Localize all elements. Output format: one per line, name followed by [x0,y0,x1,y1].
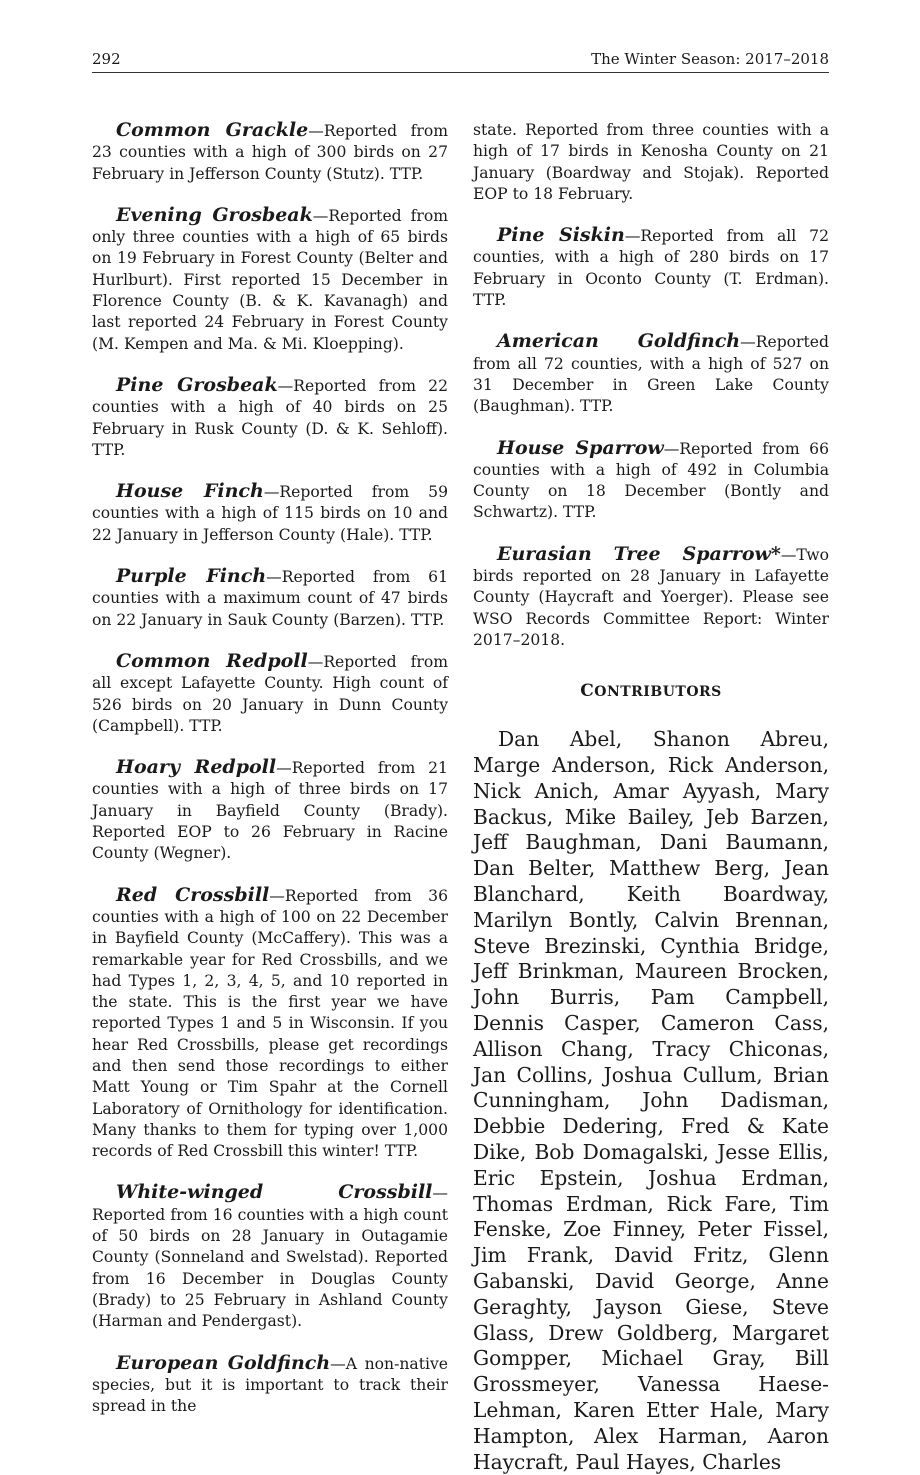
contributors-heading-rest: ONTRIBUTORS [594,684,722,701]
species-text: —Reported from only three counties with a high of 65 birds on 19 February in Forest County (Belter and Hurlburt). First reported 15 December in Florence County (B. & K. Kavanagh) and last reported 24 February in Forest County (M. Kempen and Ma. & Mi. Kloepping). [92,206,448,353]
species-entry [92,566,448,631]
species-entry [473,544,829,651]
running-header [92,50,829,73]
left-column [92,120,448,1437]
species-name: Common Redpoll [116,649,308,672]
species-text: —Reported from 22 counties with a high of 40 birds on 25 February in Rusk County (D. & K. Sehloff). TTP. [92,376,448,459]
species-text: —Reported from 21 counties with a high of three birds on 17 January in Bayfield County (Brady). Reported EOP to 26 February in Racine County (Wegner). [92,759,448,863]
species-name: Evening Grosbeak [116,203,313,226]
species-entry [92,481,448,546]
species-text: —Reported from all except Lafayette County. High count of 526 birds on 20 January in Dunn County (Campbell). TTP. [92,652,448,735]
species-text: —Reported from all 72 counties, with a high of 527 on 31 December in Green Lake County (Baughman). TTP. [473,333,829,416]
species-name: Pine Siskin [497,224,625,247]
contributors-heading [473,681,829,701]
species-entry [92,205,448,355]
species-entry [92,885,448,1163]
species-text: —Reported from 59 counties with a high of 115 birds on 10 and 22 January in Jefferson County (Hale). TTP. [92,483,448,544]
species-name: Common Grackle [116,119,309,141]
species-text: —Reported from 61 counties with a maximum count of 47 birds on 22 January in Sauk County (Barzen). TTP. [92,568,448,629]
species-entry [473,438,829,524]
species-text: —Reported from 66 counties with a high of 492 in Columbia County on 18 December (Bontly and Schwartz). TTP. [473,439,829,522]
species-entry [473,225,829,311]
species-name: American Goldfinch [497,330,741,353]
species-name: European Goldfinch [116,1351,331,1374]
contributors-list: Dan Abel, Shanon Abreu, Marge Anderson, Rick Anderson, Nick Anich, Amar Ayyash, Mary Backus, Mike Bailey, Jeb Barzen, Jeff Baughman, Dani Baumann, Dan Belter, Matthew Berg, Jean Blanchard, Keith Boardway, Marilyn Bontly, Calvin Brennan, Steve Brezinski, Cynthia Bridge, Jeff Brinkman, Maureen Brocken, John Burris, Pam Campbell, Dennis Casper, Cameron Cass, Allison Chang, Tracy Chiconas, Jan Collins, Joshua Cullum, Brian Cunningham, John Dadisman, Debbie Dedering, Fred & Kate Dike, Bob Domagalski, Jesse Ellis, Eric Epstein, Joshua Erdman, Thomas Erdman, Rick Fare, Tim Fenske, Zoe Finney, Peter Fissel, Jim Frank, David Fritz, Glenn Gabanski, David George, Anne Geraghty, Jayson Giese, Steve Glass, Drew Goldberg, Margaret Gompper, Michael Gray, Bill Grossmeyer, Vanessa Haese-Lehman, Karen Etter Hale, Mary Hampton, Alex Harman, Aaron Haycraft, Paul Hayes, Charles [473,727,829,1474]
page-number: 292 [92,50,121,68]
species-entry [92,757,448,864]
species-entry [473,331,829,417]
species-name: House Finch [116,480,264,503]
continued-text: state. Reported from three counties with a high of 17 birds in Kenosha County on 21 January (Boardway and Stojak). Reported EOP to 18 February. [473,121,829,203]
species-text: —Reported from 36 counties with a high of 100 on 22 December in Bayfield County (McCaffery). This was a remarkable year for Red Crossbills, and we had Types 1, 2, 3, 4, 5, and 10 reported in the state. This is the first year we have reported Types 1 and 5 in Wisconsin. If you hear Red Crossbills, please get recordings and then send those recordings to either Matt Young or Tim Spahr at the Cornell Laboratory of Ornithology for identification. Many thanks to them for typing over 1,000 records of Red Crossbill this winter! TTP. [92,886,448,1161]
species-entry [92,1353,448,1418]
species-name: House Sparrow [497,436,664,459]
running-title: The Winter Season: 2017–2018 [591,50,829,68]
species-name: Eurasian Tree Sparrow* [497,542,781,565]
species-name: Red Crossbill [116,883,270,906]
species-text: —Reported from 16 counties with a high count of 50 birds on 28 January in Outagamie County (Sonneland and Swelstad). Reported from 16 December in Douglas County (Brady) to 25 February in Ashland County (Harman and Pendergast). [92,1184,448,1331]
species-entry [92,120,448,185]
species-name: White-winged Crossbill [116,1181,433,1204]
species-name: Purple Finch [116,565,267,588]
species-name: Pine Grosbeak [116,373,278,396]
species-text: —A non-native species, but it is important to track their spread in the [92,1354,448,1416]
species-entry [92,375,448,461]
species-entry [92,651,448,737]
contributors-heading-initial: C [580,681,595,702]
right-column [473,120,829,1475]
species-entry [92,1182,448,1332]
species-text: —Reported from all 72 counties, with a high of 280 birds on 17 February in Oconto County (T. Erdman). TTP. [473,227,829,310]
species-text: —Reported from 23 counties with a high of 300 birds on 27 February in Jefferson County (Stutz). TTP. [92,122,448,183]
species-name: Hoary Redpoll [116,756,277,779]
species-text: —Two birds reported on 28 January in Lafayette County (Haycraft and Yoerger). Please see WSO Records Committee Report: Winter 2017–2018. [473,545,829,649]
